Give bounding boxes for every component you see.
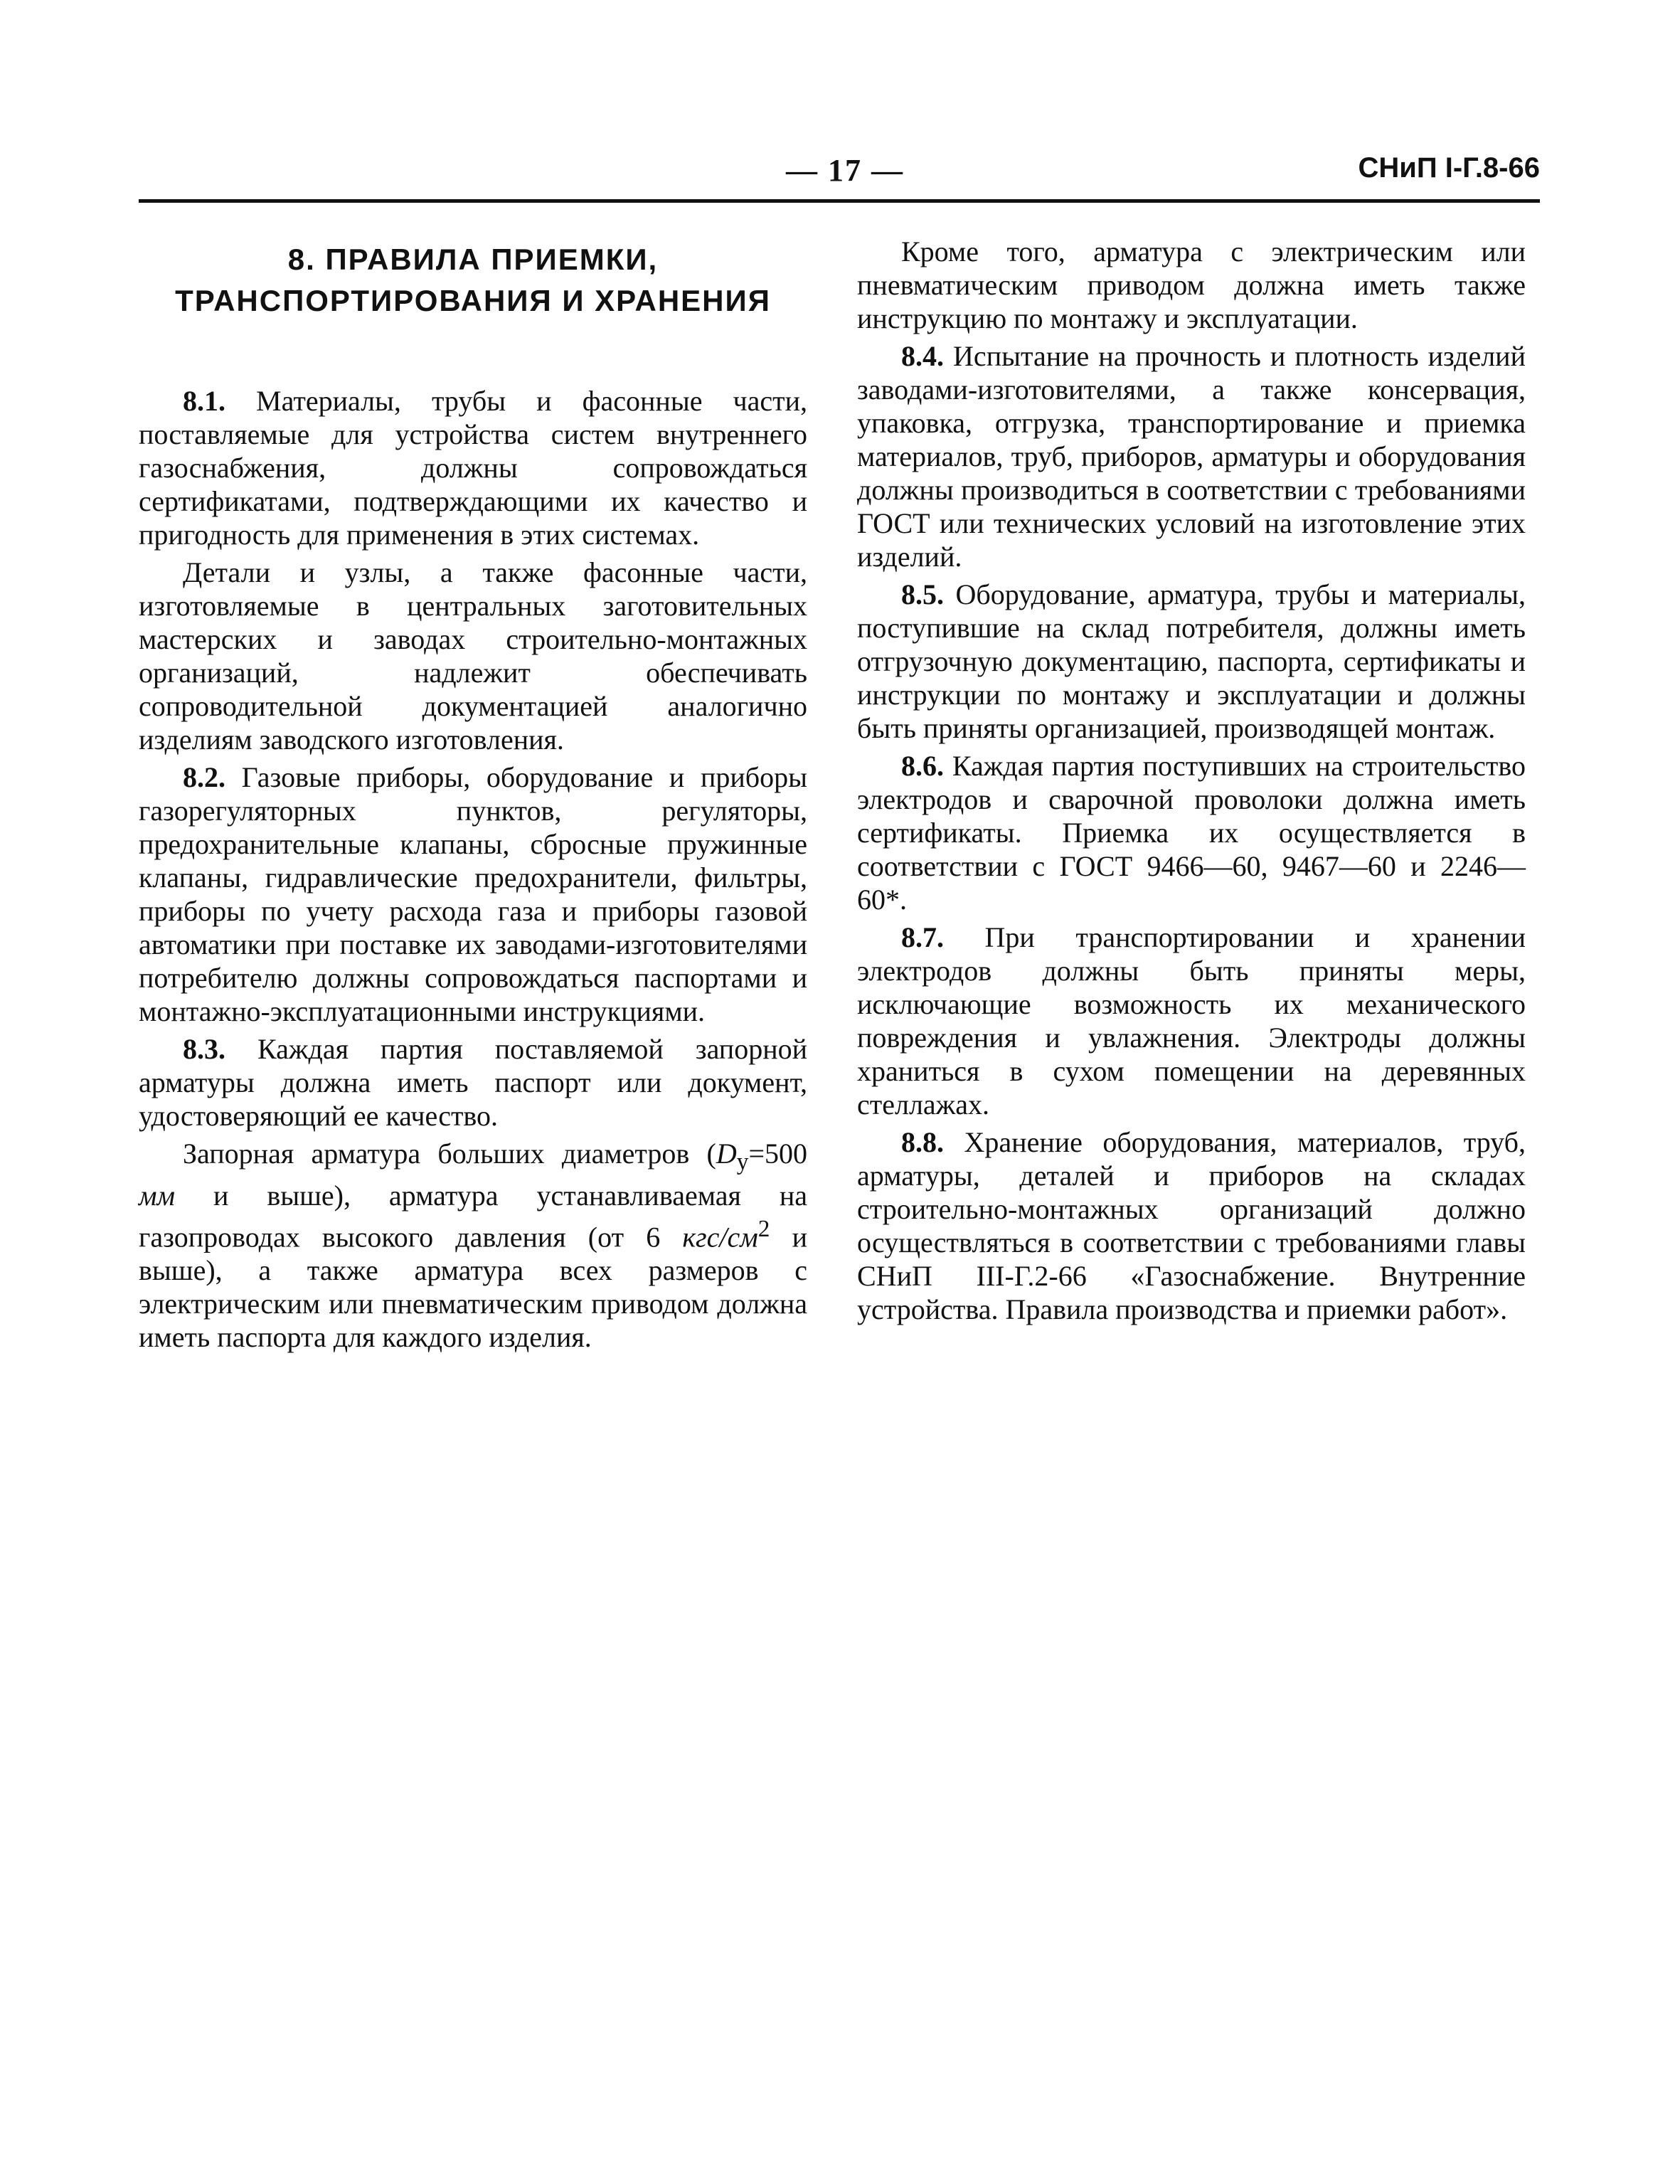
paragraph-text: =500 <box>748 1138 807 1170</box>
paragraph-8-7 <box>857 921 1526 1121</box>
document-code: СНиП I-Г.8-66 <box>1358 152 1540 184</box>
paragraph-text: Детали и узлы, а также фасонные части, изготовляемые в центральных заготовительных мастерских и заводах строительно-монтажных организаций, надлежит обеспечивать сопроводительной документацией аналогично изделиям заводского изготовления. <box>139 556 807 756</box>
paragraph-8-6 <box>857 749 1526 916</box>
paragraph-number: 8.8. <box>901 1126 944 1158</box>
paragraph-8-5 <box>857 578 1526 745</box>
paragraph-number: 8.7. <box>901 921 944 953</box>
header-rule <box>139 199 1540 203</box>
paragraph-text: Кроме того, арматура с электрическим или пневматическим приводом должна иметь также инструкцию по монтажу и эксплуатации. <box>857 235 1526 334</box>
paragraph-text: Оборудование, арматура, трубы и материалы, поступившие на склад потребителя, должны иметь отгрузочную документацию, паспорта, сертификаты и инструкции по монтажу и эксплуатации и должны быть приняты организацией, производящей монтаж. <box>857 578 1526 744</box>
page-header <box>139 152 1540 195</box>
paragraph-number: 8.4. <box>901 340 944 372</box>
section-title-line-1: 8. ПРАВИЛА ПРИЕМКИ, <box>287 243 659 276</box>
section-title <box>139 239 807 322</box>
paragraph-text: Материалы, трубы и фасонные части, поставляемые для устройства систем внутреннего газоснабжения, должны сопровождаться сертификатами, подтверждающими их качество и пригодность для применения в этих системах. <box>139 385 808 551</box>
paragraph-text: Хранение оборудования, материалов, труб, арматуры, деталей и приборов на складах строительно-монтажных организаций должно осуществляться в соответствии с требованиями главы СНиП III-Г.2-66 «Газоснабжение. Внутренние устройства. Правила производства и приемки работ». <box>857 1126 1526 1325</box>
unit-kgs-cm: кгс/см <box>682 1221 758 1253</box>
paragraph-text: Запорная арматура больших диаметров ( <box>183 1138 716 1170</box>
left-column <box>139 235 807 1358</box>
paragraph-text: Каждая партия поступивших на строительство электродов и сварочной проволоки должна иметь сертификаты. Приемка их осуществляется в соответствии с ГОСТ 9466—60, 9467—60 и 2246—60*. <box>857 750 1526 916</box>
section-title-line-2: ТРАНСПОРТИРОВАНИЯ И ХРАНЕНИЯ <box>175 284 771 317</box>
paragraph-text: и выше), арматура устанавливаемая на газопроводах высокого давления (от 6 <box>139 1180 807 1253</box>
diameter-symbol: D <box>716 1138 737 1170</box>
diameter-subscript: у <box>736 1149 749 1175</box>
paragraph-8-8 <box>857 1125 1526 1326</box>
paragraph-8-1-cont <box>139 556 807 756</box>
unit-superscript: 2 <box>757 1216 770 1242</box>
paragraph-text: и выше), а также арматура всех размеров с электрическим или пневматическим приводом должна иметь паспорта для каждого изделия. <box>139 1221 807 1354</box>
paragraph-text: Газовые приборы, оборудование и приборы газорегуляторных пунктов, регуляторы, предохранительные клапаны, сбросные пружинные клапаны, гидравлические предохранители, фильтры, приборы по учету расхода газа и приборы газовой автоматики при поставке их заводами-изготовителями потребителю должны сопровождаться паспортами и монтажно-эксплуатационными инструкциями. <box>139 761 807 1027</box>
paragraph-text: Испытание на прочность и плотность изделий заводами-изготовителями, а также консервация, упаковка, отгрузка, транспортирование и приемка материалов, труб, приборов, арматуры и оборудования должны производиться в соответствии с требованиями ГОСТ или технических условий на изготовление этих изделий. <box>857 340 1526 573</box>
right-column <box>857 235 1526 1330</box>
paragraph-8-3-cont <box>139 1137 807 1354</box>
page-number: — 17 — <box>786 153 904 188</box>
paragraph-text: Каждая партия поставляемой запорной арматуры должна иметь паспорт или документ, удостоверяющий ее качество. <box>139 1033 808 1132</box>
paragraph-text: При транспортировании и хранении электродов должны быть приняты меры, исключающие возможность их механического повреждения и увлажнения. Электроды должны храниться в сухом помещении на деревянных стеллажах. <box>857 921 1526 1120</box>
paragraph-8-3-cont-2 <box>857 235 1526 335</box>
paragraph-number: 8.2. <box>183 761 225 793</box>
unit-mm: мм <box>139 1180 176 1212</box>
paragraph-number: 8.3. <box>183 1033 225 1065</box>
paragraph-number: 8.1. <box>183 385 225 417</box>
paragraph-8-3 <box>139 1032 807 1133</box>
paragraph-8-4 <box>857 339 1526 573</box>
paragraph-8-1 <box>139 384 807 551</box>
paragraph-number: 8.6. <box>901 750 944 782</box>
paragraph-number: 8.5. <box>901 578 944 610</box>
paragraph-8-2 <box>139 760 807 1028</box>
